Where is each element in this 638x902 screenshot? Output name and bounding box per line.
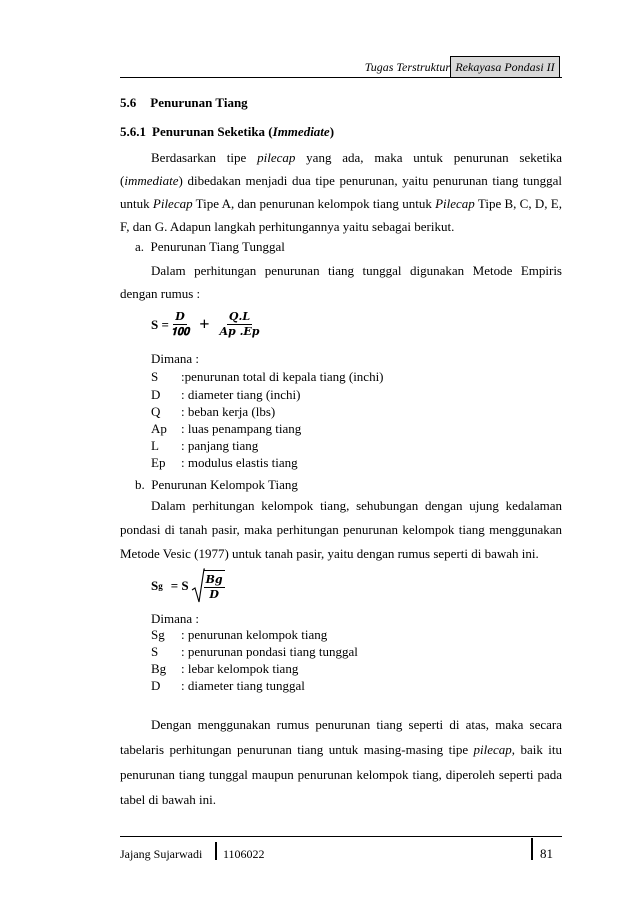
definition-symbol: Bg (151, 661, 167, 676)
definition-symbol: Sg (151, 627, 165, 642)
formula-denominator: 𝟏𝟎𝟎 (170, 325, 190, 338)
definition-symbol: Ep (151, 455, 166, 470)
definition-text: : beban kerja (lbs) (181, 404, 276, 419)
item-b-title: Penurunan Kelompok Tiang (151, 477, 298, 492)
formula-equals: = S (170, 578, 189, 593)
definition-text: : luas penampang tiang (181, 421, 302, 436)
definition-row (151, 661, 298, 677)
intro-italic: pilecap (257, 150, 296, 165)
definition-row (151, 421, 301, 437)
formula-fraction (204, 570, 225, 602)
definition-row (151, 438, 258, 454)
definition-symbol: D (151, 387, 161, 402)
formula-lhs: S (151, 578, 159, 593)
definition-symbol: L (151, 438, 159, 453)
definition-text: : penurunan kelompok tiang (181, 627, 328, 642)
formula-lhs: S = (151, 316, 169, 332)
formula-single-pile (151, 310, 261, 339)
intro-paragraph (120, 146, 562, 238)
definition-row (151, 404, 275, 420)
definition-symbol: S (151, 644, 159, 659)
section-heading (120, 95, 248, 111)
intro-text: ) dibedakan menjadi dua tipe penurunan, yaitu penurunan tiang tunggal untuk (120, 173, 562, 211)
item-a-title: Penurunan Tiang Tunggal (150, 239, 285, 254)
item-a-heading (135, 239, 285, 255)
formula-fraction-1 (169, 310, 191, 339)
header-rule (120, 77, 562, 78)
definition-row (151, 387, 300, 403)
closing-text: , baik itu penurunan tiang tunggal maupun penurunan kelompok tiang, diperoleh seperti pada tabel di bawah ini. (120, 742, 563, 807)
definition-row (151, 369, 384, 385)
subsection-title-italic: Immediate (272, 124, 330, 139)
formula-plus: + (199, 314, 210, 334)
definition-text: : modulus elastis tiang (181, 455, 298, 470)
intro-text: yang ada, maka untuk penurunan seketika ( (120, 150, 562, 188)
formula-denominator: 𝑫 (209, 588, 219, 601)
formula-fraction-2 (218, 310, 262, 339)
definition-text: : diameter tiang (inchi) (181, 387, 301, 402)
section-title: Penurunan Tiang (150, 95, 248, 110)
item-a-dimana: Dimana : (151, 351, 200, 366)
definition-text: : lebar kelompok tiang (181, 661, 299, 676)
intro-text: Tipe B, C, D, E, F, dan G. Adapun langkah perhitungannya yaitu sebagai berikut. (120, 196, 562, 234)
formula-numerator: 𝑩𝒈 (205, 573, 223, 586)
item-b-label: b. (135, 477, 145, 492)
subsection-title-suffix: ) (329, 124, 335, 139)
definition-symbol: S (151, 369, 159, 384)
header-course-type: Tugas Terstruktur (364, 60, 450, 74)
subsection-number: 5.6.1 (120, 124, 146, 139)
header-course-title: Rekayasa Pondasi II (450, 56, 560, 78)
item-a-text: Dalam perhitungan penurunan tiang tunggal digunakan Metode Empiris dengan rumus : (120, 263, 562, 301)
footer-divider (215, 842, 217, 860)
definition-row (151, 678, 305, 694)
item-a-label: a. (135, 239, 145, 254)
item-b-text: Dalam perhitungan kelompok tiang, sehubungan dengan ujung kedalaman pondasi di tanah pasir, maka perhitungan penurunan kelompok tiang menggunakan Metode Vesic (1977) untuk tanah pasir, yaitu dengan rumus seperti di bawah ini. (120, 498, 562, 561)
formula-sqrt (191, 568, 225, 604)
formula-subscript: g (158, 581, 163, 591)
definition-row (151, 644, 358, 660)
formula-numerator: 𝑸.𝑳 (228, 310, 251, 323)
definition-text: : penurunan pondasi tiang tunggal (181, 644, 358, 659)
definition-row (151, 627, 327, 643)
definition-symbol: D (151, 678, 161, 693)
footer-rule (120, 836, 562, 837)
footer-student-id: 1106022 (223, 847, 265, 861)
footer-divider (531, 838, 533, 860)
definition-symbol: Ap (151, 421, 167, 436)
intro-italic: Pilecap (435, 196, 475, 211)
closing-paragraph (120, 712, 562, 812)
closing-text: Dengan menggunakan rumus penurunan tiang seperti di atas, maka secara tabelaris perhitungan penurunan tiang untuk masing-masing tipe (120, 717, 562, 757)
closing-italic: pilecap (473, 742, 512, 757)
definition-text: : diameter tiang tunggal (181, 678, 305, 693)
subsection-heading (120, 124, 334, 140)
subsection-title: Penurunan Seketika ( (152, 124, 273, 139)
intro-italic: immediate (124, 173, 179, 188)
footer-author: Jajang Sujarwadi (120, 847, 203, 861)
definition-text: :penurunan total di kepala tiang (inchi) (181, 369, 384, 384)
item-b-heading (135, 477, 298, 493)
formula-numerator: 𝑫 (175, 310, 185, 323)
section-number: 5.6 (120, 95, 137, 110)
intro-text: Berdasarkan tipe (151, 150, 258, 165)
page-number: 81 (540, 846, 553, 861)
definition-text: : panjang tiang (181, 438, 259, 453)
item-b-dimana: Dimana : (151, 611, 200, 626)
sqrt-radical-icon (191, 568, 205, 604)
intro-text: Tipe A, dan penurunan kelompok tiang untuk (192, 196, 436, 211)
formula-denominator: 𝑨𝒑 .𝑬𝒑 (219, 325, 260, 338)
definition-row (151, 455, 298, 471)
formula-group-pile (151, 568, 225, 604)
intro-italic: Pilecap (152, 196, 193, 211)
definition-symbol: Q (151, 404, 161, 419)
